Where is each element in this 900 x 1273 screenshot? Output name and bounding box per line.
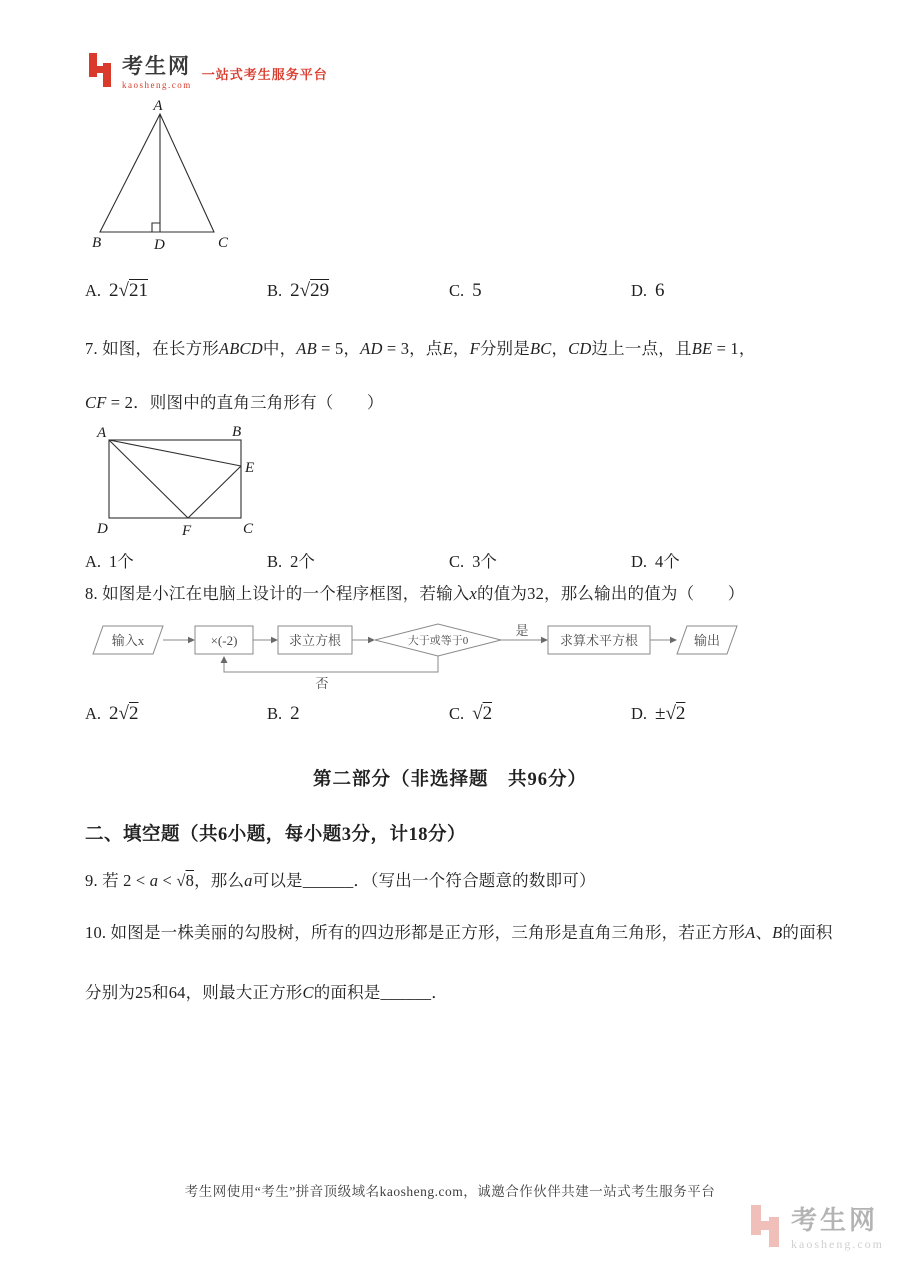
logo-bar-middle (96, 66, 104, 73)
segment-ae (109, 440, 241, 466)
option-value-radicand: 2 (675, 703, 686, 724)
option-c (449, 703, 631, 725)
question-9-text: 9. 若 2 < a < √8，那么a可以是______．（写出一个符合题意的数即可） (85, 871, 596, 890)
flowchart-no-label: 否 (315, 676, 329, 691)
watermark-domain-text: kaosheng.com (791, 1237, 884, 1251)
option-label: C. (449, 281, 465, 300)
kaosheng-logo-icon (88, 52, 116, 88)
option-d (631, 703, 813, 725)
option-value (109, 280, 148, 302)
option-label: D. (631, 552, 648, 571)
flow-arrowhead (271, 637, 278, 643)
option-d (631, 280, 813, 302)
option-value (472, 703, 492, 725)
vertex-label-b: B (92, 235, 102, 251)
flowchart-multiply-label: ×(-2) (210, 633, 238, 648)
question-8-text: 8. 如图是小江在电脑上设计的一个程序框图，若输入x的值为32，那么输出的值为（ ） (85, 584, 745, 603)
watermark-brand-text: 考生网 (791, 1206, 879, 1235)
option-value-pre: 6 (655, 280, 665, 301)
vertex-label-a: A (97, 425, 107, 441)
flow-arrowhead (368, 637, 375, 643)
vertex-label-d: D (97, 521, 108, 537)
option-a (85, 280, 267, 302)
option-a (85, 548, 267, 572)
option-value-radicand: 2 (482, 703, 493, 724)
option-b (267, 280, 449, 302)
triangle-figure (92, 100, 232, 255)
option-label: B. (267, 704, 283, 723)
option-label: C. (449, 552, 465, 571)
triangle-outline (100, 114, 214, 232)
question-7-options (85, 548, 845, 572)
option-d (631, 548, 813, 572)
flow-arrowhead (188, 637, 195, 643)
question-7-line1: 7. 如图，在长方形ABCD中，AB = 5，AD = 3，点E，F分别是BC，CD边上一点，且BE = 1， (85, 339, 756, 358)
option-value-pre: 2√ (290, 280, 311, 301)
option-c (449, 548, 631, 572)
vertex-label-e: E (245, 460, 255, 476)
option-b (267, 703, 449, 725)
option-value (290, 548, 315, 572)
flowchart-yes-label: 是 (515, 623, 529, 638)
option-value-pre: 5 (472, 280, 482, 301)
option-value-pre: 2√ (109, 280, 129, 301)
vertex-label-f: F (182, 523, 192, 538)
watermark-bar-left (751, 1205, 761, 1235)
flowchart-sqrt-label: 求算术平方根 (559, 633, 639, 648)
option-value (655, 280, 665, 302)
option-label: A. (85, 704, 102, 723)
flowchart-cube-root-label: 求立方根 (288, 633, 342, 648)
option-value-pre: 3个 (472, 552, 497, 571)
flow-arrowhead (541, 637, 548, 643)
option-value-pre: 2√ (109, 703, 129, 724)
logo-words (122, 50, 192, 90)
page-footer-text: 考生网使用“考生”拼音顶级域名kaosheng.com，诚邀合作伙伴共建一站式考生服务平台 (184, 1184, 716, 1199)
logo-brand-text: 考生网 (122, 54, 191, 78)
option-value (109, 548, 134, 572)
logo-domain-text: kaosheng.com (122, 80, 192, 90)
question-10-line1: 10. 如图是一株美丽的勾股树，所有的四边形都是正方形，三角形是直角三角形，若正方形A、B的面积 (85, 923, 833, 942)
option-label: A. (85, 552, 102, 571)
option-value-radicand: 29 (310, 280, 330, 301)
question-7-line2: CF = 2．则图中的直角三角形有（ ） (85, 393, 384, 412)
option-value-pre: 2 (290, 703, 300, 724)
vertex-label-c: C (218, 235, 229, 251)
option-a (85, 703, 267, 725)
segment-fe (188, 466, 241, 518)
option-value (290, 280, 329, 302)
question-10-line2: 分别为25和64，则最大正方形C的面积是______． (85, 983, 448, 1002)
option-label: B. (267, 281, 283, 300)
rectangle-outline (109, 440, 241, 518)
flowchart (85, 614, 740, 696)
flow-feedback-line (224, 656, 438, 672)
vertex-label-d: D (154, 237, 165, 253)
watermark-icon (749, 1203, 785, 1249)
flow-arrowhead (221, 656, 228, 663)
option-value (472, 548, 497, 572)
watermark-words (791, 1200, 884, 1252)
watermark-bar-middle (760, 1221, 770, 1230)
flowchart-output-label: 输出 (693, 633, 721, 648)
option-b (267, 548, 449, 572)
option-label: D. (631, 704, 648, 723)
flow-arrowhead (670, 637, 677, 643)
question-8-options (85, 703, 845, 725)
option-value (472, 280, 482, 302)
segment-af (109, 440, 188, 518)
option-value-pre: 4个 (655, 552, 680, 571)
option-value (109, 703, 138, 725)
option-c (449, 280, 631, 302)
section-2-title: 第二部分（非选择题 共96分） (312, 770, 587, 790)
option-value-pre: 1个 (109, 552, 134, 571)
watermark-bar-right (769, 1217, 779, 1247)
option-value-pre: 2个 (290, 552, 315, 571)
option-value-pre: ±√ (655, 703, 676, 724)
option-label: D. (631, 281, 648, 300)
option-value (655, 703, 685, 725)
logo-bar-left (89, 53, 97, 77)
option-label: B. (267, 552, 283, 571)
option-value-radicand: 21 (128, 280, 148, 301)
option-value-radicand: 2 (128, 703, 139, 724)
flowchart-decision-label: 大于或等于0 (407, 635, 469, 647)
flowchart-input-label: 输入x (111, 633, 145, 648)
option-label: A. (85, 281, 102, 300)
option-value (290, 703, 300, 725)
vertex-label-b: B (232, 424, 242, 440)
fill-in-section-header: 二、填空题（共6小题，每小题3分，计18分） (85, 825, 467, 845)
option-value (655, 548, 680, 572)
logo-bar-right (103, 63, 111, 87)
watermark-logo (749, 1200, 884, 1252)
right-angle-mark (152, 223, 160, 232)
vertex-label-a: A (153, 100, 163, 114)
rectangle-figure (95, 424, 265, 538)
vertex-label-c: C (243, 521, 254, 537)
option-value-pre: √ (472, 703, 483, 724)
option-label: C. (449, 704, 465, 723)
question-6-options (85, 280, 845, 302)
logo-tagline: 一站式考生服务平台 (201, 66, 328, 82)
site-logo (88, 50, 328, 90)
